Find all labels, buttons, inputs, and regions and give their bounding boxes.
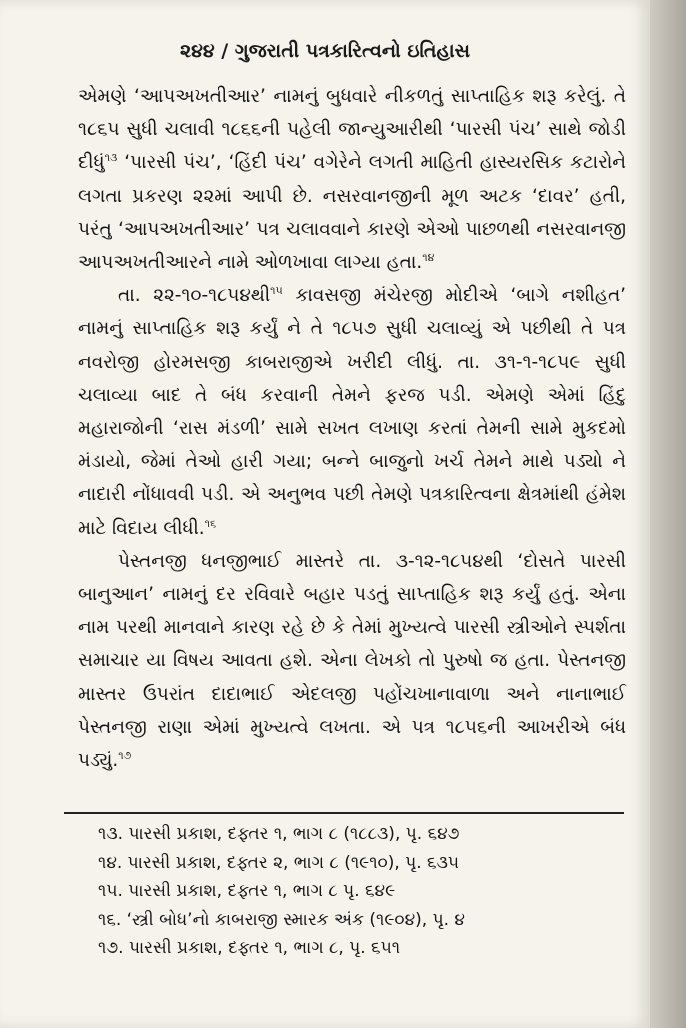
paragraph (78, 80, 626, 279)
page-edge (650, 0, 686, 1028)
footnote-item: ૧૭. પારસી પ્રકાશ, દફ્તર ૧, ભાગ ૮, પૃ. ૬૫૧ (98, 938, 401, 958)
paragraph (78, 279, 626, 545)
paragraph-text: ‘પારસી પંચ’, ‘હિંદી પંચ’ વગેરેને લગતી માહિતી હાસ્યરસિક કટારોને લગતા પ્રકરણ ૨૨માં આપી છે. નસરવાનજીની મૂળ અટક ‘દાવર’ હતી, પરંતુ ‘આપઅખતીઆર’ પત્ર ચલાવવાને કારણે એઓ પાછળથી નસરવાનજી આપઅખતીઆરને નામે ઓળખાવા લાગ્યા હતા. (78, 152, 626, 274)
paragraph (78, 545, 626, 777)
footnote-marker: ૧૪ (422, 250, 435, 264)
footnote-item: ૧૬. ‘સ્ત્રી બોધ’નો કાબરાજી સ્મારક અંક (૧૯૦૪), પૃ. ૪ (98, 909, 465, 930)
footnote-item: ૧૪. પારસી પ્રકાશ, દફ્તર ૨, ભાગ ૮ (૧૯૧૦), પૃ. ૬૩૫ (98, 852, 460, 873)
footnote-marker: ૧૩ (104, 151, 118, 165)
paragraph-text: કાવસજી મંચેરજી મોદીએ ‘બાગે નશીહત’ નામનું સાપ્તાહિક શરૂ કર્યું ને તે ૧૮૫૭ સુધી ચલાવ્યું એ પછીથી તે પત્ર નવરોજી હોરમસજી કાબરાજીએ ખરીદી લીધું. તા. ૩૧-૧-૧૮૫૯ સુધી ચલાવ્યા બાદ તે બંધ કરવાની તેમને ફરજ પડી. એમણે એમાં હિંદુ મહારાજોની ‘રાસ મંડળી’ સામે સખત લખાણ કરતાં તેમની સામે મુકદમો મંડાયો, જેમાં તેઓ હારી ગયા; બન્ને બાજુનો ખર્ચ તેમને માથે પડ્યો ને નાદારી નોંધાવવી પડી. એ અનુભવ પછી તેમણે પત્રકારિત્વના ક્ષેત્રમાંથી હંમેશ માટે વિદાય લીધી. (78, 285, 626, 539)
footnote-item: ૧૩. પારસી પ્રકાશ, દફ્તર ૧, ભાગ ૮ (૧૮૮૩), પૃ. ૬૪૭ (98, 824, 460, 844)
paragraph-text: પેસ્તનજી ધનજીભાઈ માસ્તરે તા. ૩-૧૨-૧૮૫૪થી ‘દોસતે પારસી બાનુઆન’ નામનું દર રવિવારે બહાર પડતું સાપ્તાહિક શરૂ કર્યું હતું. એના નામ પરથી માનવાને કારણ રહે છે કે તેમાં મુખ્યત્વે પારસી સ્ત્રીઓને સ્પર્શતા સમાચાર યા વિષય આવતા હશે. એના લેખકો તો પુરુષો જ હતા. પેસ્તનજી માસ્તર ઉપરાંત દાદાભાઈ એદલજી પહોંચખાનાવાળા અને નાનાભાઈ પેસ્તનજી રાણા એમાં મુખ્યત્વે લખતા. એ પત્ર ૧૮૫૬ની આખરીએ બંધ પડ્યું. (78, 550, 626, 772)
paragraph-text: એમણે ‘આપઅખતીઆર’ નામનું બુધવારે નીકળતું સાપ્તાહિક શરૂ કરેલું. તે ૧૮૬૫ સુધી ચલાવી ૧૮૬૬ની પહેલી જાન્યુઆરીથી ‘પારસી પંચ’ સાથે જોડી દીધું (78, 86, 626, 174)
footnotes (98, 820, 618, 963)
footnote-marker: ૧૭ (118, 748, 132, 762)
paragraph-text: તા. ૨૨-૧૦-૧૮૫૪થી (118, 285, 271, 307)
footnote-marker: ૧૬ (204, 516, 217, 530)
footnote-divider (64, 812, 624, 814)
footnote-item: ૧૫. પારસી પ્રકાશ, દફ્તર ૧, ભાગ ૮ પૃ. ૬૪૯ (98, 881, 396, 901)
footnote-marker: ૧૫ (270, 284, 283, 298)
body-text (78, 80, 626, 777)
running-header: ૨૪૪ / ગુજરાતી પત્રકારિત્વનો ઇતિહાસ (179, 40, 470, 62)
